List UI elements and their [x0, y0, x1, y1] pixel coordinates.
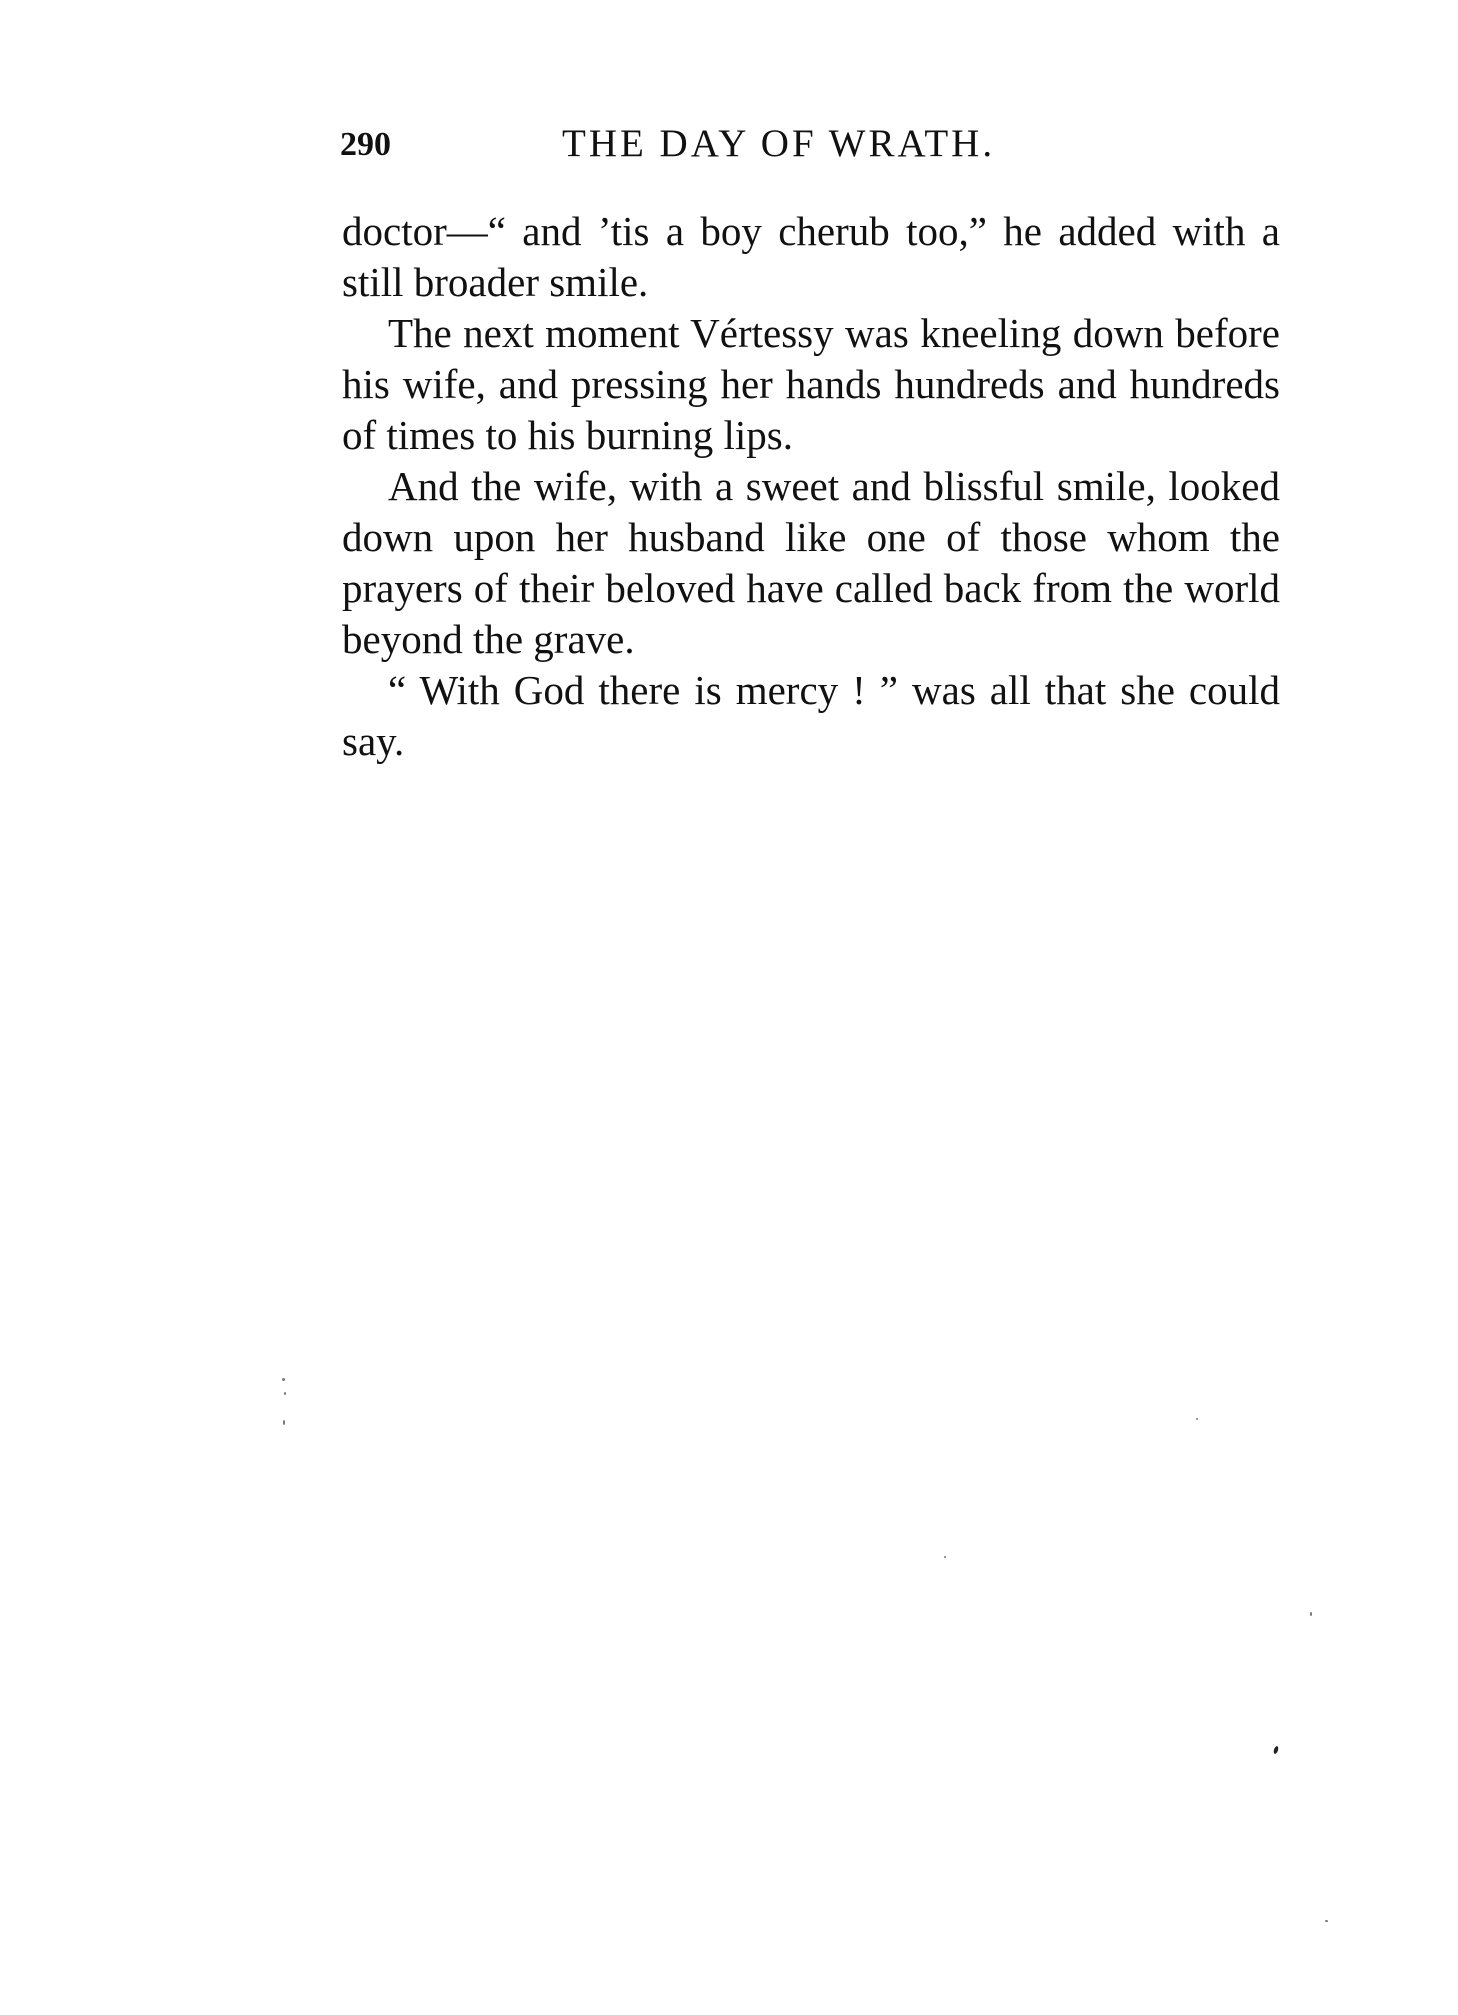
scan-speck	[284, 1392, 286, 1395]
scan-speck	[944, 1556, 946, 1558]
paragraph: The next moment Vértessy was kneeling down before his wife, and pressing her hands hundreds and hundreds of times to his burning lips.	[342, 310, 1280, 458]
scan-speck	[1196, 1418, 1198, 1420]
scan-speck	[1325, 1920, 1328, 1922]
running-head	[340, 124, 1340, 184]
scan-speck	[282, 1378, 285, 1381]
scan-speck	[1273, 1746, 1279, 1755]
scan-speck	[283, 1420, 285, 1425]
paragraph: doctor—“ and ’tis a boy cherub too,” he added with a still broader smile.	[342, 208, 1280, 305]
scan-speck	[1310, 1612, 1312, 1616]
running-title: THE DAY OF WRATH.	[562, 122, 996, 165]
page-number: 290	[340, 126, 391, 163]
paragraph: “ With God there is mercy ! ” was all that she could say.	[342, 667, 1280, 764]
paragraph: And the wife, with a sweet and blissful smile, looked down upon her husband like one of those whom the prayers of their beloved have called back from the world beyond the grave.	[342, 463, 1280, 662]
body-text	[342, 206, 1280, 767]
